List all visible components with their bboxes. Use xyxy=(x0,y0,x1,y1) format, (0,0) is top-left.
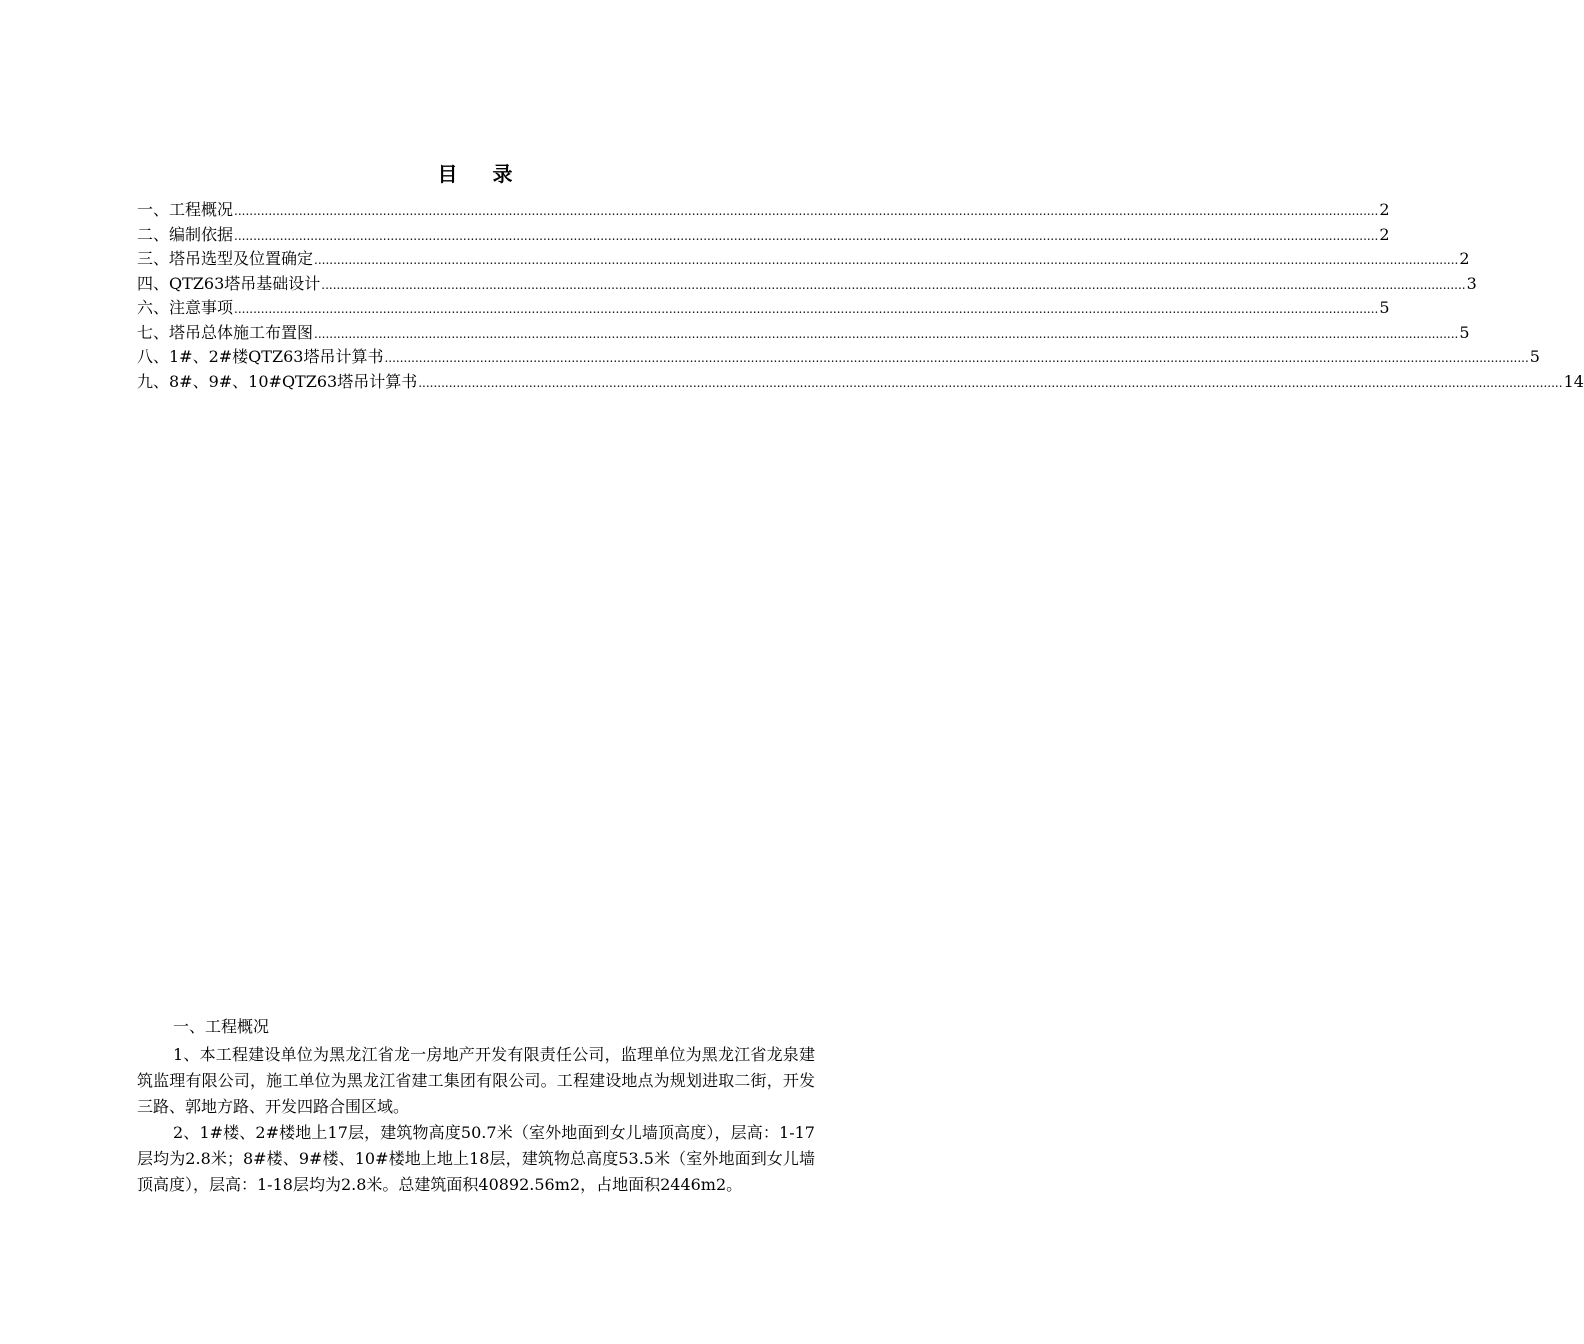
toc-entry-page: 5 xyxy=(1379,298,1390,317)
toc-entry-label: 四、QTZ63塔吊基础设计 xyxy=(137,273,321,293)
toc-entry-page: 3 xyxy=(1466,273,1477,293)
toc-entry-page: 2 xyxy=(1459,249,1470,268)
toc-entry[interactable] xyxy=(137,321,1470,346)
toc-entry[interactable] xyxy=(137,198,1390,223)
document-body xyxy=(137,1014,815,1198)
toc-entry-page: 2 xyxy=(1379,224,1390,244)
toc-entry[interactable] xyxy=(137,247,1470,272)
toc-entry-label: 一、工程概况 xyxy=(137,200,234,219)
toc-entry-label: 七、塔吊总体施工布置图 xyxy=(137,322,314,342)
toc-entry-label: 九、8#、9#、10#QTZ63塔吊计算书 xyxy=(137,371,418,391)
toc-title: 目 录 xyxy=(437,162,527,186)
toc-leader-dots: ............................................................................................................................................................................................................................................................................................................ xyxy=(234,302,1379,316)
toc-leader-dots: ............................................................................................................................................................................................................................................................................................................ xyxy=(314,326,1459,341)
toc-entry[interactable] xyxy=(137,345,1540,370)
toc-leader-dots: ............................................................................................................................................................................................................................................................................................................ xyxy=(234,204,1379,218)
toc-entry-page: 5 xyxy=(1459,322,1470,342)
body-paragraph: 2、1#楼、2#楼地上17层，建筑物高度50.7米（室外地面到女儿墙顶高度），层高：1-17层均为2.8米；8#楼、9#楼、10#楼地上地上18层，建筑物总高度53.5米（室外地面到女儿墙顶高度），层高：1-18层均为2.8米。总建筑面积40892.56m2，占地面积2446m2。 xyxy=(137,1123,815,1194)
toc-entry[interactable] xyxy=(137,223,1390,248)
toc-leader-dots: ............................................................................................................................................................................................................................................................................................................ xyxy=(314,253,1459,267)
toc-entry[interactable] xyxy=(137,370,1584,395)
toc-list xyxy=(137,198,1584,394)
toc-leader-dots: ............................................................................................................................................................................................................................................................................................................ xyxy=(418,375,1563,390)
body-paragraph: 1、本工程建设单位为黑龙江省龙一房地产开发有限责任公司，监理单位为黑龙江省龙泉建筑监理有限公司，施工单位为黑龙江省建工集团有限公司。工程建设地点为规划进取二街，开发三路、郭地方路、开发四路合围区域。 xyxy=(137,1045,815,1116)
toc-leader-dots: ............................................................................................................................................................................................................................................................................................................ xyxy=(384,351,1529,365)
toc-entry-page: 5 xyxy=(1529,347,1540,366)
toc-entry-label: 八、1#、2#楼QTZ63塔吊计算书 xyxy=(137,347,384,366)
toc-leader-dots: ............................................................................................................................................................................................................................................................................................................ xyxy=(234,228,1379,243)
toc-entry-page: 2 xyxy=(1379,200,1390,219)
toc-entry-label: 二、编制依据 xyxy=(137,224,234,244)
toc-entry[interactable] xyxy=(137,296,1390,321)
toc-entry-page: 14 xyxy=(1563,371,1584,391)
toc-leader-dots: ............................................................................................................................................................................................................................................................................................................ xyxy=(321,277,1466,292)
toc-entry-label: 三、塔吊选型及位置确定 xyxy=(137,249,314,268)
section-heading: 一、工程概况 xyxy=(173,1017,270,1036)
toc-entry[interactable] xyxy=(137,272,1477,297)
toc-entry-label: 六、注意事项 xyxy=(137,298,234,317)
